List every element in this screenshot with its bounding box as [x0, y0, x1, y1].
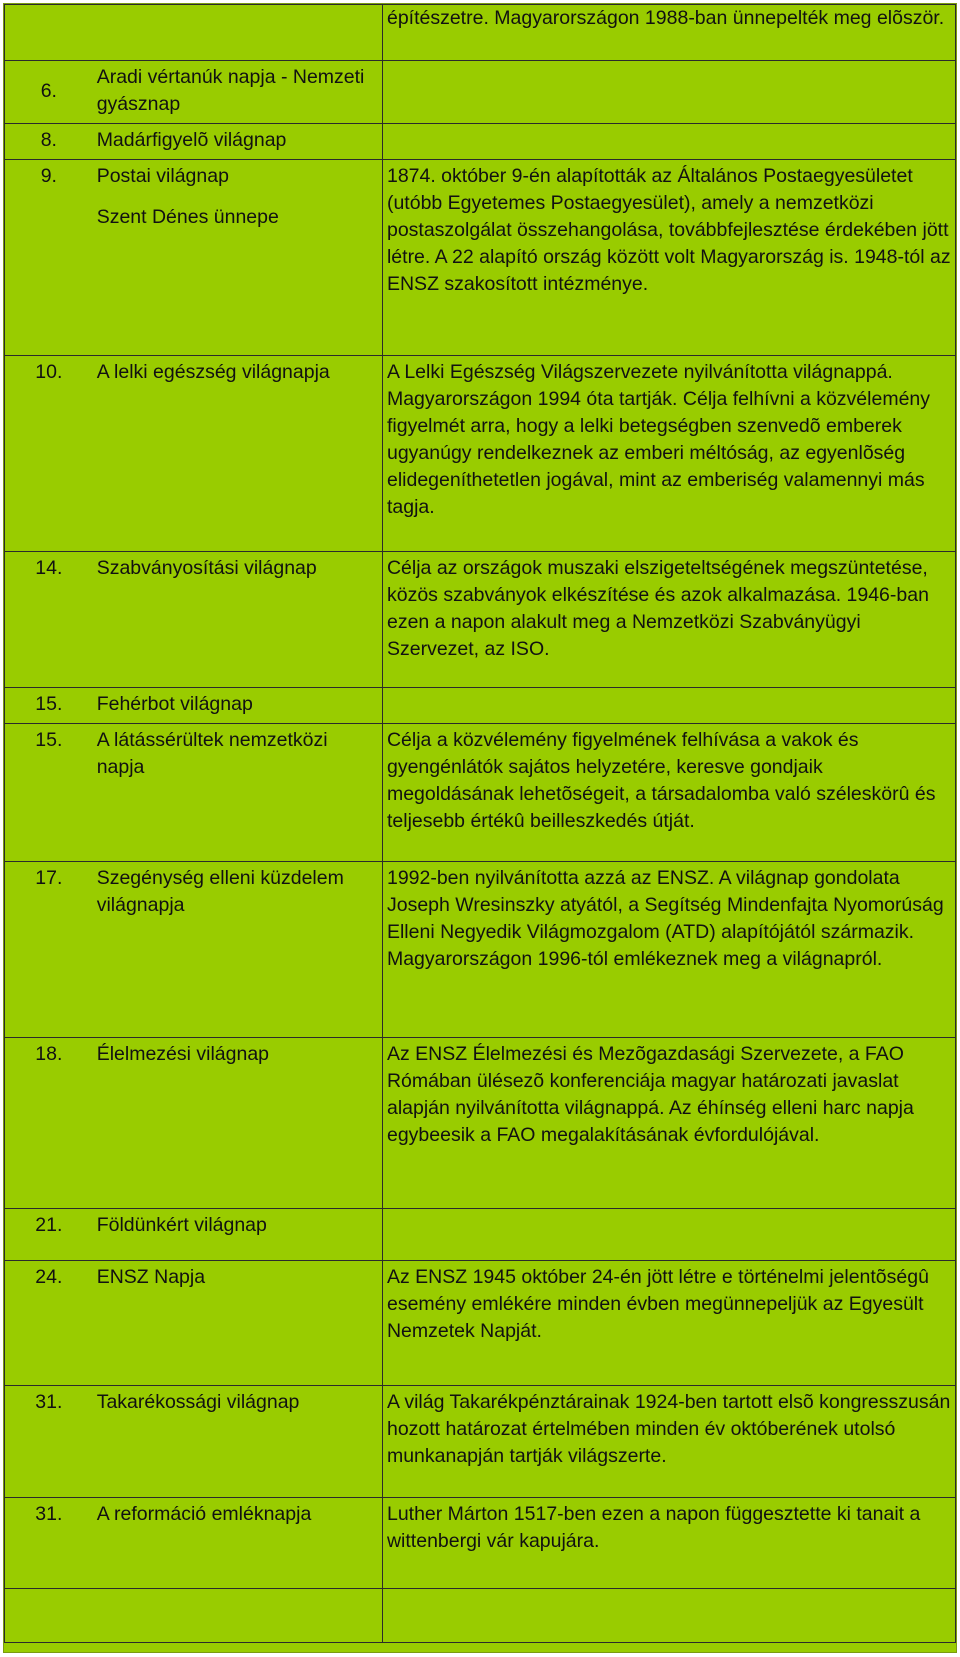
event-description-cell: Célja az országok muszaki elszigeteltségének megszüntetése, közös szabványok elkészítése és azok alkalmazása. 1946-ban ezen a napon alakult meg a Nemzetközi Szabványügyi Szervezet, az ISO.	[382, 552, 955, 688]
table-row	[5, 160, 956, 356]
event-description-cell: 1874. október 9-én alapították az Általános Postaegyesületet (utóbb Egyetemes Postaegyesület), amely a nemzetközi postaszolgálat összehangolása, továbbfejlesztése érdekében jött létre. A 22 alapító ország között volt Magyarország is. 1948-tól az ENSZ szakosított intézménye.	[382, 160, 955, 356]
day-cell: 31.	[5, 1386, 93, 1498]
day-cell: 9.	[5, 160, 93, 356]
table-row	[5, 1209, 956, 1261]
event-name-cell	[93, 5, 383, 61]
table-row	[5, 1589, 956, 1643]
event-name-cell: Madárfigyelõ világnap	[93, 124, 383, 160]
event-description-cell: Luther Márton 1517-ben ezen a napon függesztette ki tanait a wittenbergi vár kapujára.	[382, 1498, 955, 1589]
event-description-cell: Célja a közvélemény figyelmének felhívása a vakok és gyengénlátók sajátos helyzetére, keresve gondjaik megoldásának lehetõségeit, a társadalomba való széleskörû és teljesebb értékû beilleszkedés útját.	[382, 724, 955, 862]
event-description-cell	[382, 1209, 955, 1261]
table-row	[5, 61, 956, 124]
event-name-cell: Szabványosítási világnap	[93, 552, 383, 688]
day-cell	[5, 1589, 93, 1643]
event-description-cell: építészetre. Magyarországon 1988-ban ünnepelték meg elõször.	[382, 5, 955, 61]
event-name-cell: ENSZ Napja	[93, 1261, 383, 1386]
table-row	[5, 356, 956, 552]
day-cell: 14.	[5, 552, 93, 688]
day-cell: 15.	[5, 724, 93, 862]
event-name-cell: A lelki egészség világnapja	[93, 356, 383, 552]
table-row	[5, 1261, 956, 1386]
table-row	[5, 724, 956, 862]
event-name-cell: Takarékossági világnap	[93, 1386, 383, 1498]
event-description-cell	[382, 61, 955, 124]
observance-days-table	[4, 4, 956, 1643]
day-cell: 10.	[5, 356, 93, 552]
event-name-cell: Földünkért világnap	[93, 1209, 383, 1261]
event-name-cell	[93, 160, 383, 356]
event-description-cell: Az ENSZ Élelmezési és Mezõgazdasági Szervezete, a FAO Rómában ülésezõ konferenciája magyar határozati javaslat alapján nyilvánította világnappá. Az éhínség elleni harc napja egybeesik a FAO megalakításának évfordulójával.	[382, 1038, 955, 1209]
event-name-cell	[93, 1589, 383, 1643]
event-description-cell	[382, 688, 955, 724]
event-name-cell: Élelmezési világnap	[93, 1038, 383, 1209]
event-name-cell: A látássérültek nemzetközi napja	[93, 724, 383, 862]
day-cell: 24.	[5, 1261, 93, 1386]
event-description-cell	[382, 124, 955, 160]
event-name-cell: Szegénység elleni küzdelem világnapja	[93, 862, 383, 1038]
event-name-cell: A reformáció emléknapja	[93, 1498, 383, 1589]
day-cell: 18.	[5, 1038, 93, 1209]
event-name: Postai világnap	[96, 165, 229, 187]
event-description-cell: 1992-ben nyilvánította azzá az ENSZ. A világnap gondolata Joseph Wresinszky atyától, a Segítség Mindenfajta Nyomorúság Elleni Negyedik Világmozgalom (ATD) alapítójától származik. Magyarországon 1996-tól emlékeznek meg a világnapról.	[382, 862, 955, 1038]
day-cell: 21.	[5, 1209, 93, 1261]
day-cell: 8.	[5, 124, 93, 160]
table-row	[5, 688, 956, 724]
event-description-cell: A Lelki Egészség Világszervezete nyilvánította világnappá. Magyarországon 1994 óta tartják. Célja felhívni a közvélemény figyelmét arra, hogy a lelki betegségben szenvedõ emberek ugyanúgy rendelkeznek az emberi méltóság, az egyenlõség elidegeníthetetlen jogával, mint az emberiség valamennyi más tagja.	[382, 356, 955, 552]
table-row	[5, 862, 956, 1038]
table-row	[5, 1386, 956, 1498]
event-description-cell	[382, 1589, 955, 1643]
event-name-secondary: Szent Dénes ünnepe	[96, 206, 279, 228]
document-page	[3, 3, 957, 1653]
table-row	[5, 5, 956, 61]
event-name-cell: Aradi vértanúk napja - Nemzeti gyásznap	[93, 61, 383, 124]
day-cell: 6.	[5, 61, 93, 124]
day-cell: 17.	[5, 862, 93, 1038]
event-name-cell: Fehérbot világnap	[93, 688, 383, 724]
table-row	[5, 1038, 956, 1209]
day-cell: 15.	[5, 688, 93, 724]
table-row	[5, 124, 956, 160]
day-cell: 31.	[5, 1498, 93, 1589]
day-cell	[5, 5, 93, 61]
table-row	[5, 1498, 956, 1589]
event-description-cell: A világ Takarékpénztárainak 1924-ben tartott elsõ kongresszusán hozott határozat értelmében minden év októberének utolsó munkanapján tartják világszerte.	[382, 1386, 955, 1498]
event-description-cell: Az ENSZ 1945 október 24-én jött létre e történelmi jelentõségû esemény emlékére minden évben megünnepeljük az Egyesült Nemzetek Napját.	[382, 1261, 955, 1386]
table-row	[5, 552, 956, 688]
